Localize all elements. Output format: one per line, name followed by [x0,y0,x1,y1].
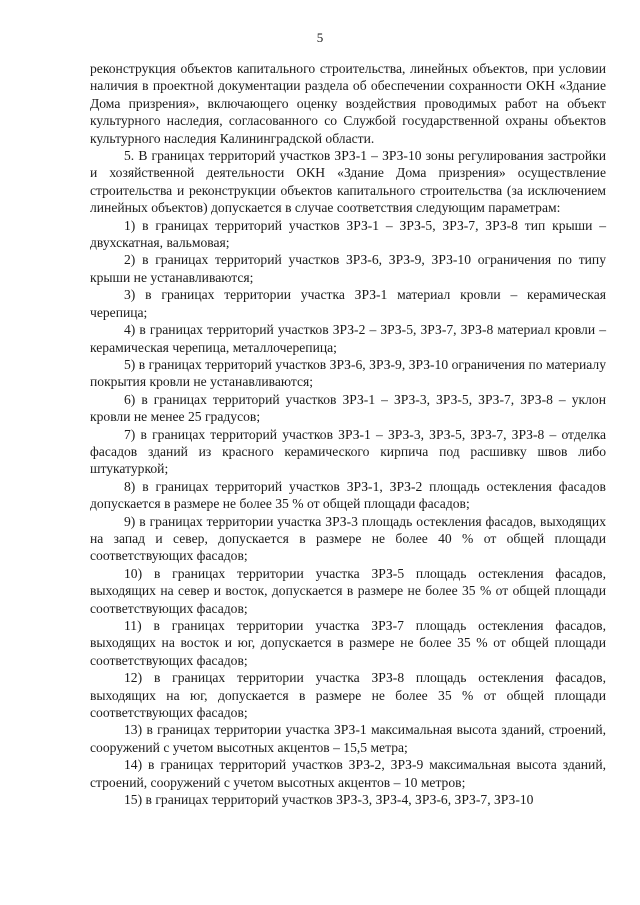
item-number: 6) [124,391,136,407]
item-number: 3) [124,287,136,303]
item-number: 15) [124,792,143,808]
paragraph [90,60,606,147]
item-number: 8) [124,478,136,494]
list-item [90,669,606,721]
list-item [90,147,606,217]
paragraph-text: в границах территории участка ЗРЗ-1 материал кровли – керамическая черепица; [90,287,606,320]
item-number: 5) [124,356,136,372]
list-item [90,478,606,513]
list-item [90,513,606,565]
paragraph-text: в границах территории участка ЗРЗ-1 максимальная высота зданий, строений, сооружений с учетом высотных акцентов – 15,5 метра; [90,722,606,755]
paragraph-text: в границах территорий участков ЗРЗ-1 – ЗРЗ-3, ЗРЗ-5, ЗРЗ-7, ЗРЗ-8 – уклон кровли не менее 25 градусов; [90,391,606,425]
item-number: 11) [124,618,142,633]
paragraph-text: в границах территорий участков ЗРЗ-2 – ЗРЗ-5, ЗРЗ-7, ЗРЗ-8 материал кровли – керамическая черепица, металлочерепица; [90,322,606,355]
paragraph-text: в границах территорий участков ЗРЗ-2, ЗРЗ-9 максимальная высота зданий, строений, сооружений с учетом высотных акцентов – 10 метров; [90,757,607,790]
item-number: 4) [124,322,136,338]
list-item [90,791,606,808]
list-item [90,391,606,426]
document-body [90,60,606,808]
list-item [90,721,606,756]
list-item [90,617,606,669]
paragraph-text: в границах территории участка ЗРЗ-8 площадь остекления фасадов, выходящих на юг, допускается в размере не более 35 % от общей площади соответствующих фасадов; [90,670,606,721]
item-number: 9) [124,513,136,529]
paragraph-text: в границах территории участка ЗРЗ-3 площадь остекления фасадов, выходящих на запад и север, допускается в размере не более 40 % от общей площади соответствующих фасадов; [90,513,607,564]
paragraph-text: в границах территорий участков ЗРЗ-3, ЗРЗ-4, ЗРЗ-6, ЗРЗ-7, ЗРЗ-10 [145,792,534,808]
paragraph-text: в границах территорий участков ЗРЗ-1, ЗРЗ-2 площадь остекления фасадов допускается в размере не более 35 % от общей площади фасадов; [90,478,606,512]
paragraph-text: В границах территорий участков ЗРЗ-1 – ЗРЗ-10 зоны регулирования застройки и хозяйственной деятельности ОКН «Здание Дома призрения» осуществление строительства и реконструкции объектов капитального строительства (за исключением линейных объектов) допускается в случае соответствия следующим параметрам: [90,148,606,216]
list-item [90,217,606,252]
list-item [90,321,606,356]
paragraph-text: в границах территорий участков ЗРЗ-6, ЗРЗ-9, ЗРЗ-10 ограничения по материалу покрытия кровли не устанавливаются; [90,356,606,390]
list-item [90,756,606,791]
paragraph-text: в границах территории участка ЗРЗ-5 площадь остекления фасадов, выходящих на север и восток, допускается в размере не более 35 % от общей площади соответствующих фасадов; [90,565,606,616]
item-number: 12) [124,670,143,686]
item-number: 2) [124,252,136,268]
item-number: 1) [124,217,136,233]
paragraph-text: в границах территорий участков ЗРЗ-1 – ЗРЗ-3, ЗРЗ-5, ЗРЗ-7, ЗРЗ-8 – отделка фасадов зданий из красного керамического кирпича под расшивку швов либо штукатуркой; [90,426,606,477]
paragraph-text: в границах территорий участков ЗРЗ-1 – ЗРЗ-5, ЗРЗ-7, ЗРЗ-8 тип крыши – двухскатная, вальмовая; [90,217,607,251]
item-number: 5. [124,148,135,164]
item-number: 10) [124,565,143,581]
list-item [90,251,606,286]
paragraph-text: в границах территорий участков ЗРЗ-6, ЗРЗ-9, ЗРЗ-10 ограничения по типу крыши не устанавливаются; [90,252,606,285]
paragraph-text: в границах территории участка ЗРЗ-7 площадь остекления фасадов, выходящих на восток и юг, допускается в размере не более 35 % от общей площади соответствующих фасадов; [90,618,606,668]
list-item [90,286,606,321]
item-number: 14) [124,757,143,773]
page-number: 5 [316,30,324,45]
list-item [90,356,606,391]
paragraph-text: реконструкция объектов капитального строительства, линейных объектов, при условии наличия в проектной документации раздела об обеспечении сохранности ОКН «Здание Дома призрения», включающего оценку воздействия проводимых работ на объект культурного наследия, согласованного со Службой государственной охраны объектов культурного наследия Калининградской области. [90,61,606,146]
item-number: 13) [124,722,143,738]
list-item [90,565,606,617]
item-number: 7) [124,426,136,442]
list-item [90,426,606,478]
